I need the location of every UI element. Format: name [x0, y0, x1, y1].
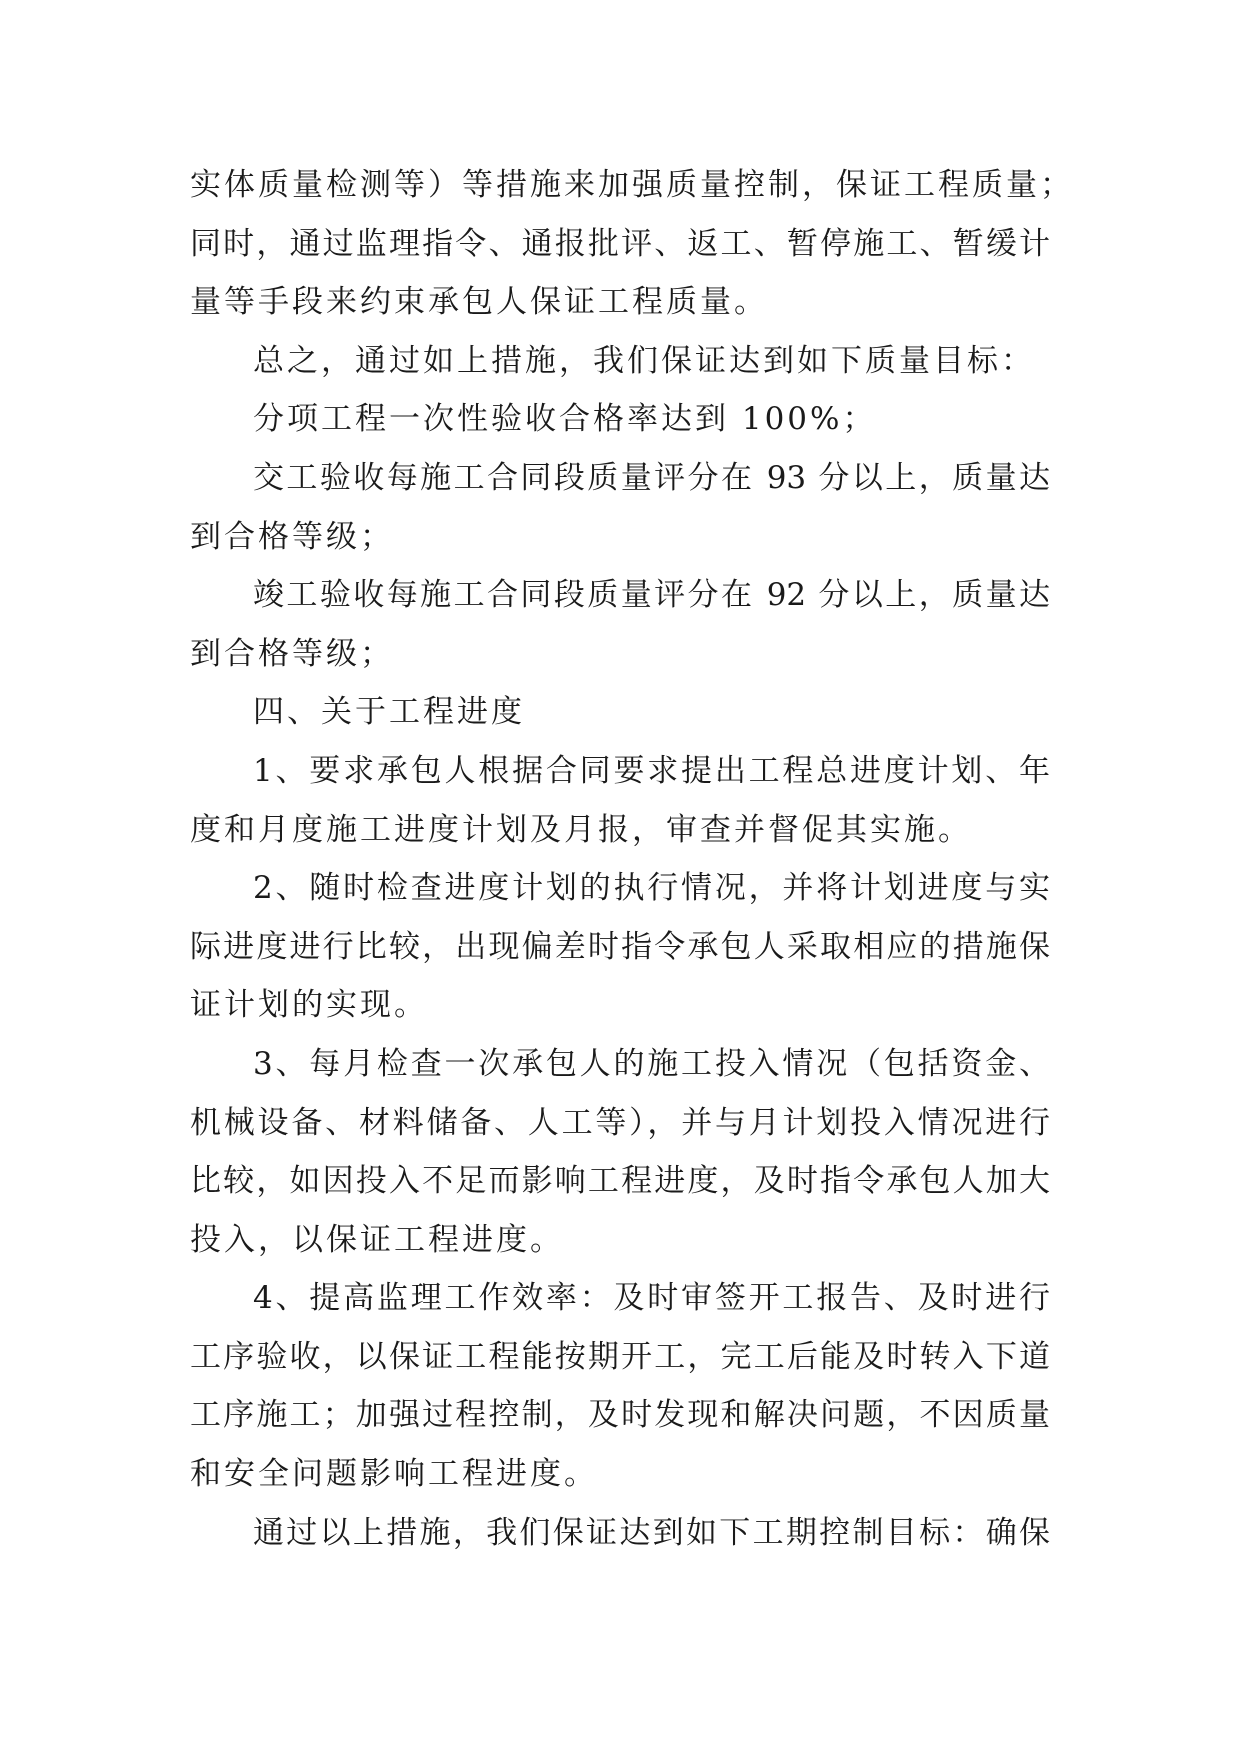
text-line: 际进度进行比较，出现偏差时指令承包人采取相应的措施保 [190, 928, 1050, 965]
text-line: 量等手段来约束承包人保证工程质量。 [190, 284, 768, 321]
text-line: 2、随时检查进度计划的执行情况，并将计划进度与实 [253, 870, 1050, 907]
document-body [190, 156, 1074, 1562]
text-line: 到合格等级； [190, 635, 394, 672]
text-line: 到合格等级； [190, 518, 394, 555]
text-line: 实体质量检测等）等措施来加强质量控制，保证工程质量； [190, 167, 1074, 203]
text-line: 同时，通过监理指令、通报批评、返工、暂停施工、暂缓计 [190, 225, 1050, 262]
section-heading: 四、关于工程进度 [253, 694, 525, 731]
text-line: 投入，以保证工程进度。 [190, 1221, 564, 1258]
text-line: 竣工验收每施工合同段质量评分在 92 分以上，质量达 [253, 577, 1050, 614]
text-line: 比较，如因投入不足而影响工程进度，及时指令承包人加大 [190, 1163, 1050, 1200]
text-line: 工序施工；加强过程控制，及时发现和解决问题，不因质量 [190, 1397, 1050, 1434]
text-line: 分项工程一次性验收合格率达到 100%； [253, 401, 877, 438]
text-line: 交工验收每施工合同段质量评分在 93 分以上，质量达 [253, 459, 1050, 496]
text-line: 1、要求承包人根据合同要求提出工程总进度计划、年 [253, 752, 1050, 789]
text-line: 工序验收，以保证工程能按期开工，完工后能及时转入下道 [190, 1338, 1050, 1375]
text-line: 证计划的实现。 [190, 987, 428, 1024]
text-line: 度和月度施工进度计划及月报，审查并督促其实施。 [190, 811, 972, 848]
text-line: 总之，通过如上措施，我们保证达到如下质量目标： [253, 342, 1035, 379]
text-line: 4、提高监理工作效率：及时审签开工报告、及时进行 [253, 1280, 1050, 1317]
text-line: 3、每月检查一次承包人的施工投入情况（包括资金、 [253, 1045, 1050, 1082]
text-line: 和安全问题影响工程进度。 [190, 1456, 598, 1493]
text-line: 机械设备、材料储备、人工等），并与月计划投入情况进行 [190, 1104, 1050, 1141]
text-line: 通过以上措施，我们保证达到如下工期控制目标：确保 [253, 1514, 1050, 1551]
